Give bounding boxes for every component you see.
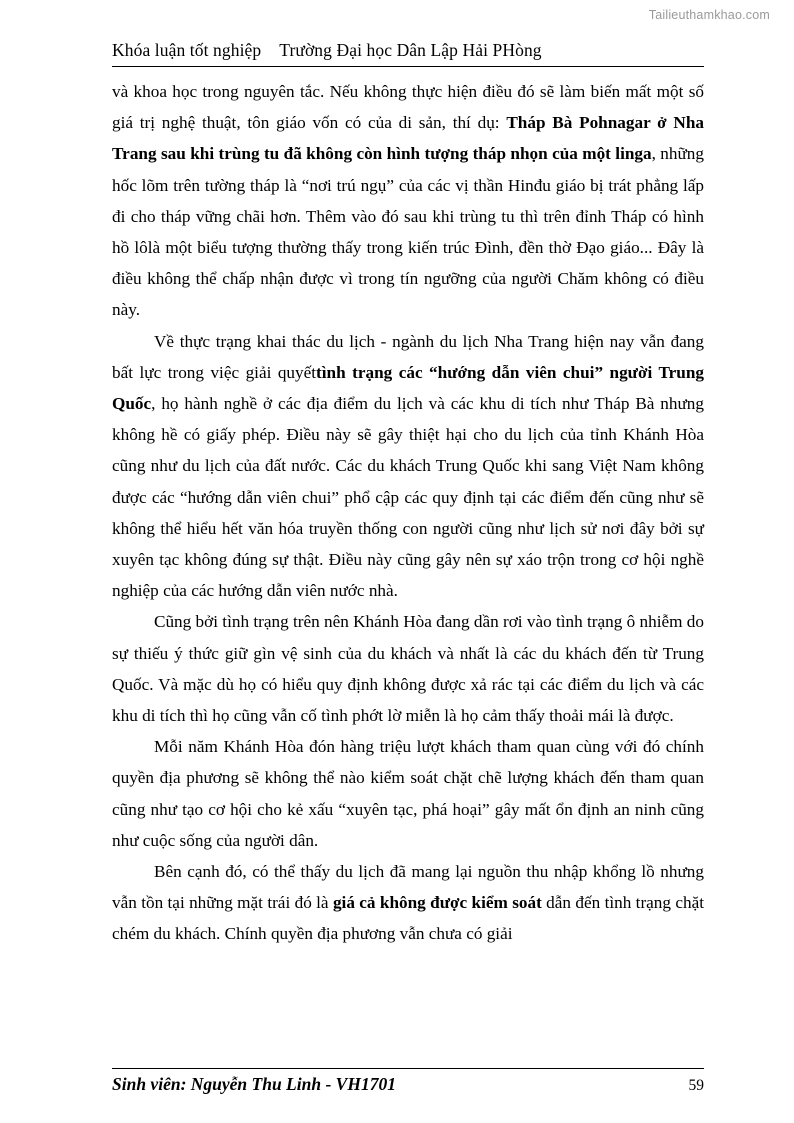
footer-author: Sinh viên: Nguyễn Thu Linh - VH1701 [112, 1074, 396, 1094]
page-content [112, 40, 704, 950]
paragraph [112, 606, 704, 731]
header-right-text: Trường Đại học Dân Lập Hải PHòng [279, 40, 542, 60]
emphasis-run: tình trạng các “hướng dẫn viên chui” người Trung Quốc [112, 362, 704, 414]
paragraph [112, 856, 704, 950]
page-footer [112, 1068, 704, 1095]
text-run: Cũng bởi tình trạng trên nên Khánh Hòa đang dần rơi vào tình trạng ô nhiễm do sự thiếu ý thức giữ gìn vệ sinh của du khách và nhất là các du khách đến từ Trung Quốc. Và mặc dù họ có hiểu quy định không được xả rác tại các điểm du lịch và các khu di tích thì họ cũng vẫn cố tình phớt lờ miễn là họ cảm thấy thoải mái là được. [112, 612, 704, 726]
text-run: và khoa học trong nguyên tắc. Nếu không thực hiện điều đó sẽ làm biến mất một số giá trị nghệ thuật, tôn giáo vốn có của di sản, thí dụ: [112, 82, 704, 133]
text-run: Bên cạnh đó, có thể thấy du lịch đã mang lại nguồn thu nhập khổng lồ nhưng vẫn tồn tại những mặt trái đó là [112, 862, 704, 913]
text-run: Mỗi năm Khánh Hòa đón hàng triệu lượt khách tham quan cùng với đó chính quyền địa phương sẽ không thể nào kiểm soát chặt chẽ lượng khách đến tham quan cũng như tạo cơ hội cho kẻ xấu “xuyên tạc, phá hoại” gây mất ổn định an ninh cũng như cuộc sống của người dân. [112, 737, 704, 850]
body-text [112, 76, 704, 950]
paragraph [112, 76, 704, 326]
page-number: 59 [688, 1077, 704, 1094]
header-divider [112, 66, 704, 67]
page-header [112, 40, 704, 65]
text-run: Về thực trạng khai thác du lịch - ngành du lịch Nha Trang hiện nay vẫn đang bất lực trong việc giải quyết [112, 331, 704, 382]
paragraph [112, 731, 704, 856]
header-left-text: Khóa luận tốt nghiệp [112, 40, 262, 60]
emphasis-run: giá cả không được kiểm soát [332, 893, 542, 913]
text-run: dẫn đến tình trạng chặt chém du khách. Chính quyền địa phương vẫn chưa có giải [112, 893, 705, 944]
emphasis-run: Tháp Bà Pohnagar ở Nha Trang sau khi trùng tu đã không còn hình tượng tháp nhọn của một linga [112, 113, 704, 164]
watermark-text: Tailieuthamkhao.com [648, 8, 770, 22]
paragraph [112, 326, 704, 607]
text-run: , họ hành nghề ở các địa điểm du lịch và các khu di tích như Tháp Bà nhưng không hề có giấy phép. Điều này sẽ gây thiệt hại cho du lịch của tỉnh Khánh Hòa cũng như du lịch của đất nước. Các du khách Trung Quốc khi sang Việt Nam không được các “hướng dẫn viên chui” phổ cập các quy định tại các điểm đến cũng như sẽ không thể hiểu hết văn hóa truyền thống con người cũng như lịch sử nơi đây bởi sự xuyên tạc không đúng sự thật. Điều này cũng gây nên sự xáo trộn trong cơ hội nghề nghiệp của các hướng dẫn viên nước nhà. [112, 394, 704, 601]
text-run: , những hốc lõm trên tường tháp là “nơi trú ngụ” của các vị thần Hinđu giáo bị trát phẳng lấp đi cho tháp vững chãi hơn. Thêm vào đó sau khi trùng tu thì trên đỉnh Tháp có hình hồ lôlà một biểu tượng thường thấy trong kiến trúc Đình, đền thờ Đạo giáo... Đây là điều không thể chấp nhận được vì trong tín ngưỡng của người Chăm không có điều này. [112, 144, 704, 320]
